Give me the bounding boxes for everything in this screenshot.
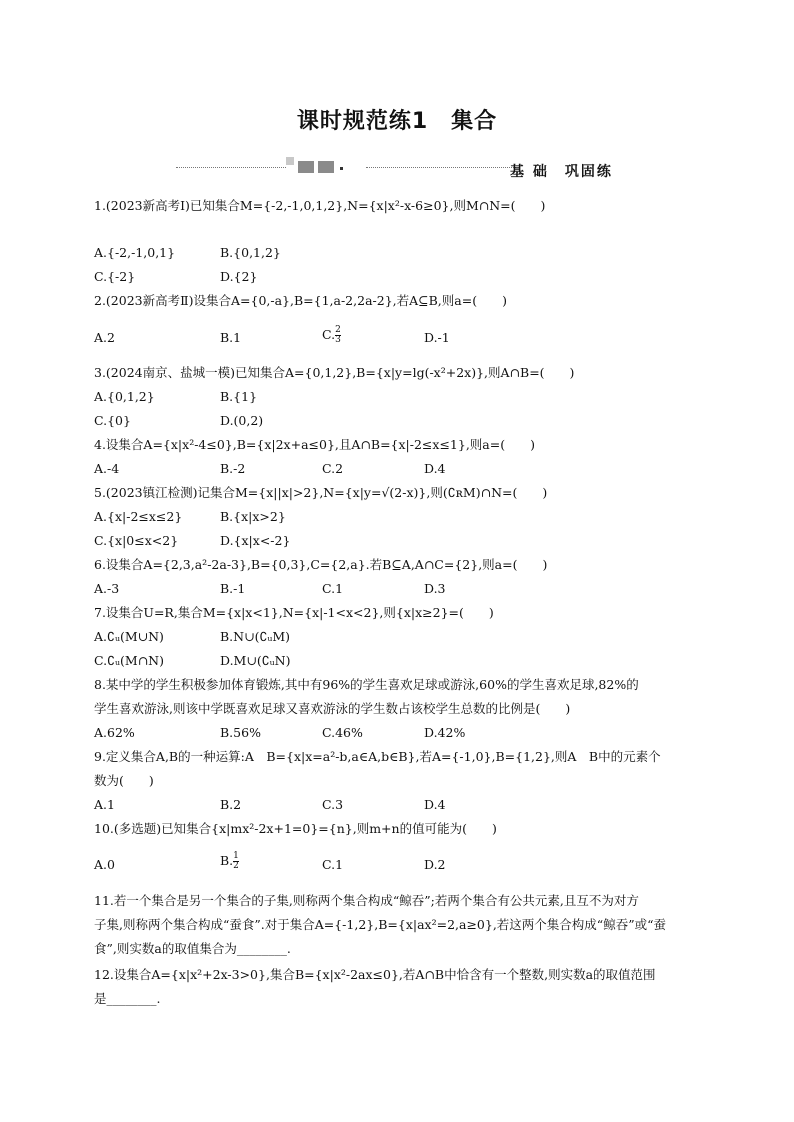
q5-option-b: B.{x|x>2} [220, 509, 286, 524]
question-8: 8.某中学的学生积极参加体育锻炼,其中有96%的学生喜欢足球或游泳,60%的学生喜欢足球,82%的 [94, 677, 639, 692]
q1-option-d: D.{2} [220, 269, 258, 284]
q9-option-a: A.1 [94, 797, 115, 812]
question-3: 3.(2024南京、盐城一模)已知集合A={0,1,2},B={x|y=lg(-x²+2x)},则A∩B=( ) [94, 365, 575, 380]
q2-option-b: B.1 [220, 330, 242, 345]
q3-option-d: D.(0,2) [220, 413, 264, 428]
q6-option-c: C.1 [322, 581, 344, 596]
q4-option-c: C.2 [322, 461, 344, 476]
q10-option-b [220, 852, 239, 871]
q10-option-c: C.1 [322, 857, 344, 872]
q2-fraction [335, 326, 341, 345]
q8-option-d: D.42% [424, 725, 466, 740]
q1-option-b: B.{0,1,2} [220, 245, 281, 260]
question-1: 1.(2023新高考Ⅰ)已知集合M={-2,-1,0,1,2},N={x|x²-x-6≥0},则M∩N=( ) [94, 198, 546, 213]
section-header [176, 157, 620, 185]
q5-option-c: C.{x|0≤x<2} [94, 533, 179, 548]
question-12-line-2: 是________. [94, 991, 161, 1006]
question-9: 9.定义集合A,B的一种运算:A B={x|x=a²-b,a∈A,b∈B},若A={-1,0},B={1,2},则A B中的元素个 [94, 749, 661, 764]
q10-fraction [233, 852, 239, 871]
question-4: 4.设集合A={x|x²-4≤0},B={x|2x+a≤0},且A∩B={x|-2≤x≤1},则a=( ) [94, 437, 535, 452]
section-label: 基 础 巩固练 [510, 164, 613, 180]
question-8-line-2: 学生喜欢游泳,则该中学既喜欢足球又喜欢游泳的学生数占该校学生总数的比例是( ) [94, 701, 571, 716]
q7-option-d: D.M∪(∁ᵤN) [220, 653, 291, 668]
q9-option-b: B.2 [220, 797, 242, 812]
question-6: 6.设集合A={2,3,a²-2a-3},B={0,3},C={2,a}.若B⊆A,A∩C={2},则a=( ) [94, 557, 548, 572]
q5-option-a: A.{x|-2≤x≤2} [94, 509, 183, 524]
q6-option-d: D.3 [424, 581, 446, 596]
dotted-rule-right [366, 167, 516, 168]
q8-option-c: C.46% [322, 725, 363, 740]
q7-option-a: A.∁ᵤ(M∪N) [94, 629, 164, 644]
fraction-numerator: 2 [335, 325, 341, 335]
q3-option-b: B.{1} [220, 389, 258, 404]
fraction-denominator: 3 [335, 335, 341, 345]
question-9-line-2: 数为( ) [94, 773, 154, 788]
question-11-line-3: 食”,则实数a的取值集合为________. [94, 941, 291, 956]
q10-option-b-label: B. [220, 853, 234, 868]
question-10: 10.(多选题)已知集合{x|mx²-2x+1=0}={n},则m+n的值可能为( ) [94, 821, 497, 836]
q4-option-b: B.-2 [220, 461, 246, 476]
question-11: 11.若一个集合是另一个集合的子集,则称两个集合构成“鲸吞”;若两个集合有公共元素,且互不为对方 [94, 893, 639, 908]
question-11-line-2: 子集,则称两个集合构成“蚕食”.对于集合A={-1,2},B={x|ax²=2,a≥0},若这两个集合构成“鲸吞”或“蚕 [94, 917, 666, 932]
question-12: 12.设集合A={x|x²+2x-3>0},集合B={x|x²-2ax≤0},若A∩B中恰含有一个整数,则实数a的取值范围 [94, 967, 656, 982]
q1-option-a: A.{-2,-1,0,1} [94, 245, 176, 260]
q2-option-a: A.2 [94, 330, 115, 345]
q8-option-b: B.56% [220, 725, 261, 740]
q2-option-c-label: C. [322, 327, 336, 342]
q7-option-c: C.∁ᵤ(M∩N) [94, 653, 164, 668]
q10-option-d: D.2 [424, 857, 446, 872]
question-2: 2.(2023新高考Ⅱ)设集合A={0,-a},B={1,a-2,2a-2},若A⊆B,则a=( ) [94, 293, 507, 308]
page-title: 课时规范练1 集合 [296, 109, 498, 134]
q6-option-a: A.-3 [94, 581, 120, 596]
q4-option-a: A.-4 [94, 461, 120, 476]
q1-option-c: C.{-2} [94, 269, 136, 284]
fraction-denominator: 2 [233, 861, 239, 871]
question-7: 7.设集合U=R,集合M={x|x<1},N={x|-1<x<2},则{x|x≥2}=( ) [94, 605, 494, 620]
fraction-numerator: 1 [233, 851, 239, 861]
q6-option-b: B.-1 [220, 581, 246, 596]
q2-option-c [322, 326, 341, 345]
q7-option-b: B.N∪(∁ᵤM) [220, 629, 291, 644]
q5-option-d: D.{x|x<-2} [220, 533, 291, 548]
q9-option-d: D.4 [424, 797, 446, 812]
q9-option-c: C.3 [322, 797, 344, 812]
q3-option-a: A.{0,1,2} [94, 389, 155, 404]
q10-option-a: A.0 [94, 857, 115, 872]
section-decoration [286, 157, 350, 173]
q3-option-c: C.{0} [94, 413, 131, 428]
q4-option-d: D.4 [424, 461, 446, 476]
q8-option-a: A.62% [94, 725, 135, 740]
dotted-rule-left [176, 167, 286, 168]
q2-option-d: D.-1 [424, 330, 450, 345]
question-5: 5.(2023镇江检测)记集合M={x||x|>2},N={x|y=√(2-x)},则(∁ʀM)∩N=( ) [94, 485, 548, 500]
